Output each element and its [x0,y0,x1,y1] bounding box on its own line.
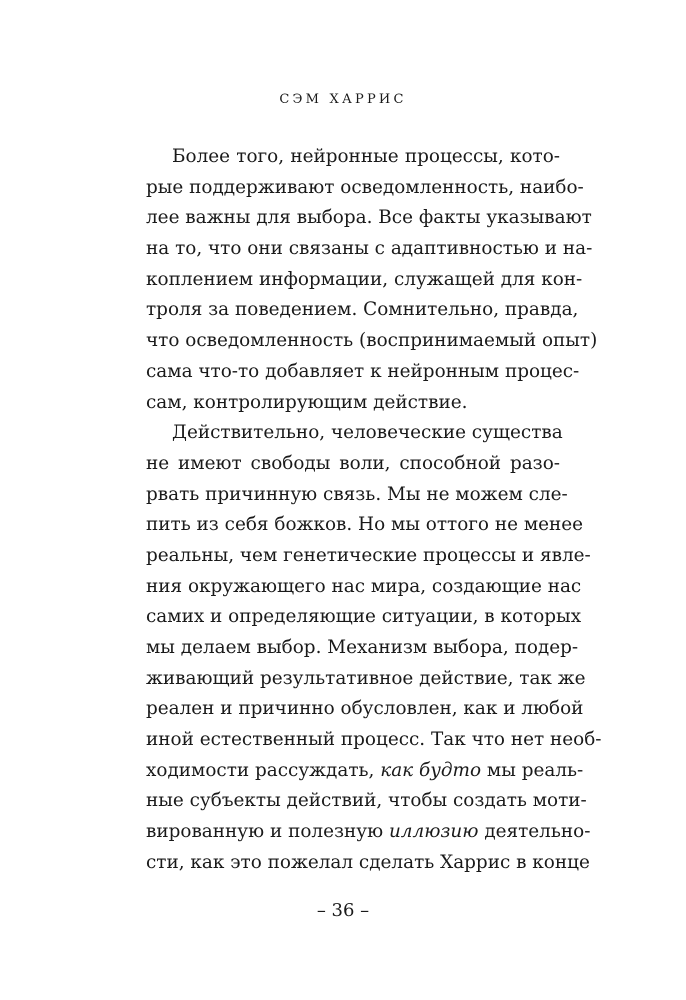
text-line: пить из себя божков. Но мы оттого не менее [146,514,584,536]
text-line: лее важны для выбора. Все факты указывают [146,207,592,229]
text-line: мы делаем выбор. Механизм выбора, подер- [146,637,579,658]
text-line: что осведомленность (воспринимаемый опыт) [146,330,598,352]
text-line: живающий результативное действие, так же [146,667,586,689]
text-line: сама что-то добавляет к нейронным процес- [146,360,580,382]
text-line: реальны, чем генетические процессы и явле- [146,544,591,566]
text-line: на то, что они связаны с адаптивностью и на- [146,238,593,260]
text-line: ные субъекты действий, чтобы создать моти- [146,790,587,812]
text-line: сам, контролирующим действие. [146,391,468,413]
text-line: реален и причинно обусловлен, как и любой [146,698,584,720]
text-line: самих и определяющие ситуации, в которых [146,606,582,628]
text-line: рые поддерживают осведомленность, наибо- [146,176,584,198]
page-number: – 36 – [316,900,370,921]
text-line: рвать причинную связь. Мы не можем сле- [146,483,568,505]
text-line: Действительно, человеческие существа [172,422,563,444]
text-run: вированную и полезную [146,821,389,843]
text-line: ния окружающего нас мира, создающие нас [146,575,582,597]
text-line: троля за поведением. Сомнительно, правда, [146,299,579,321]
text-line [146,756,584,787]
body-text [146,142,602,879]
text-line: иной естественный процесс. Так что нет необ- [146,729,602,751]
text-run: мы реаль- [481,759,584,781]
italic-text: как будто [380,759,482,781]
text-run: деятельно- [478,821,591,843]
text-line: Более того, нейронные процессы, кото- [172,146,560,167]
text-line: сти, как это пожелал сделать Харрис в конце [146,851,590,873]
italic-text: иллюзию [388,821,479,843]
text-line: не имеют свободы воли, способной разо- [146,452,560,474]
text-line: коплением информации, служащей для кон- [146,268,583,290]
text-run: ходимости рассуждать, [146,759,381,781]
running-head: СЭМ ХАРРИС [279,92,407,107]
text-line [146,817,591,848]
